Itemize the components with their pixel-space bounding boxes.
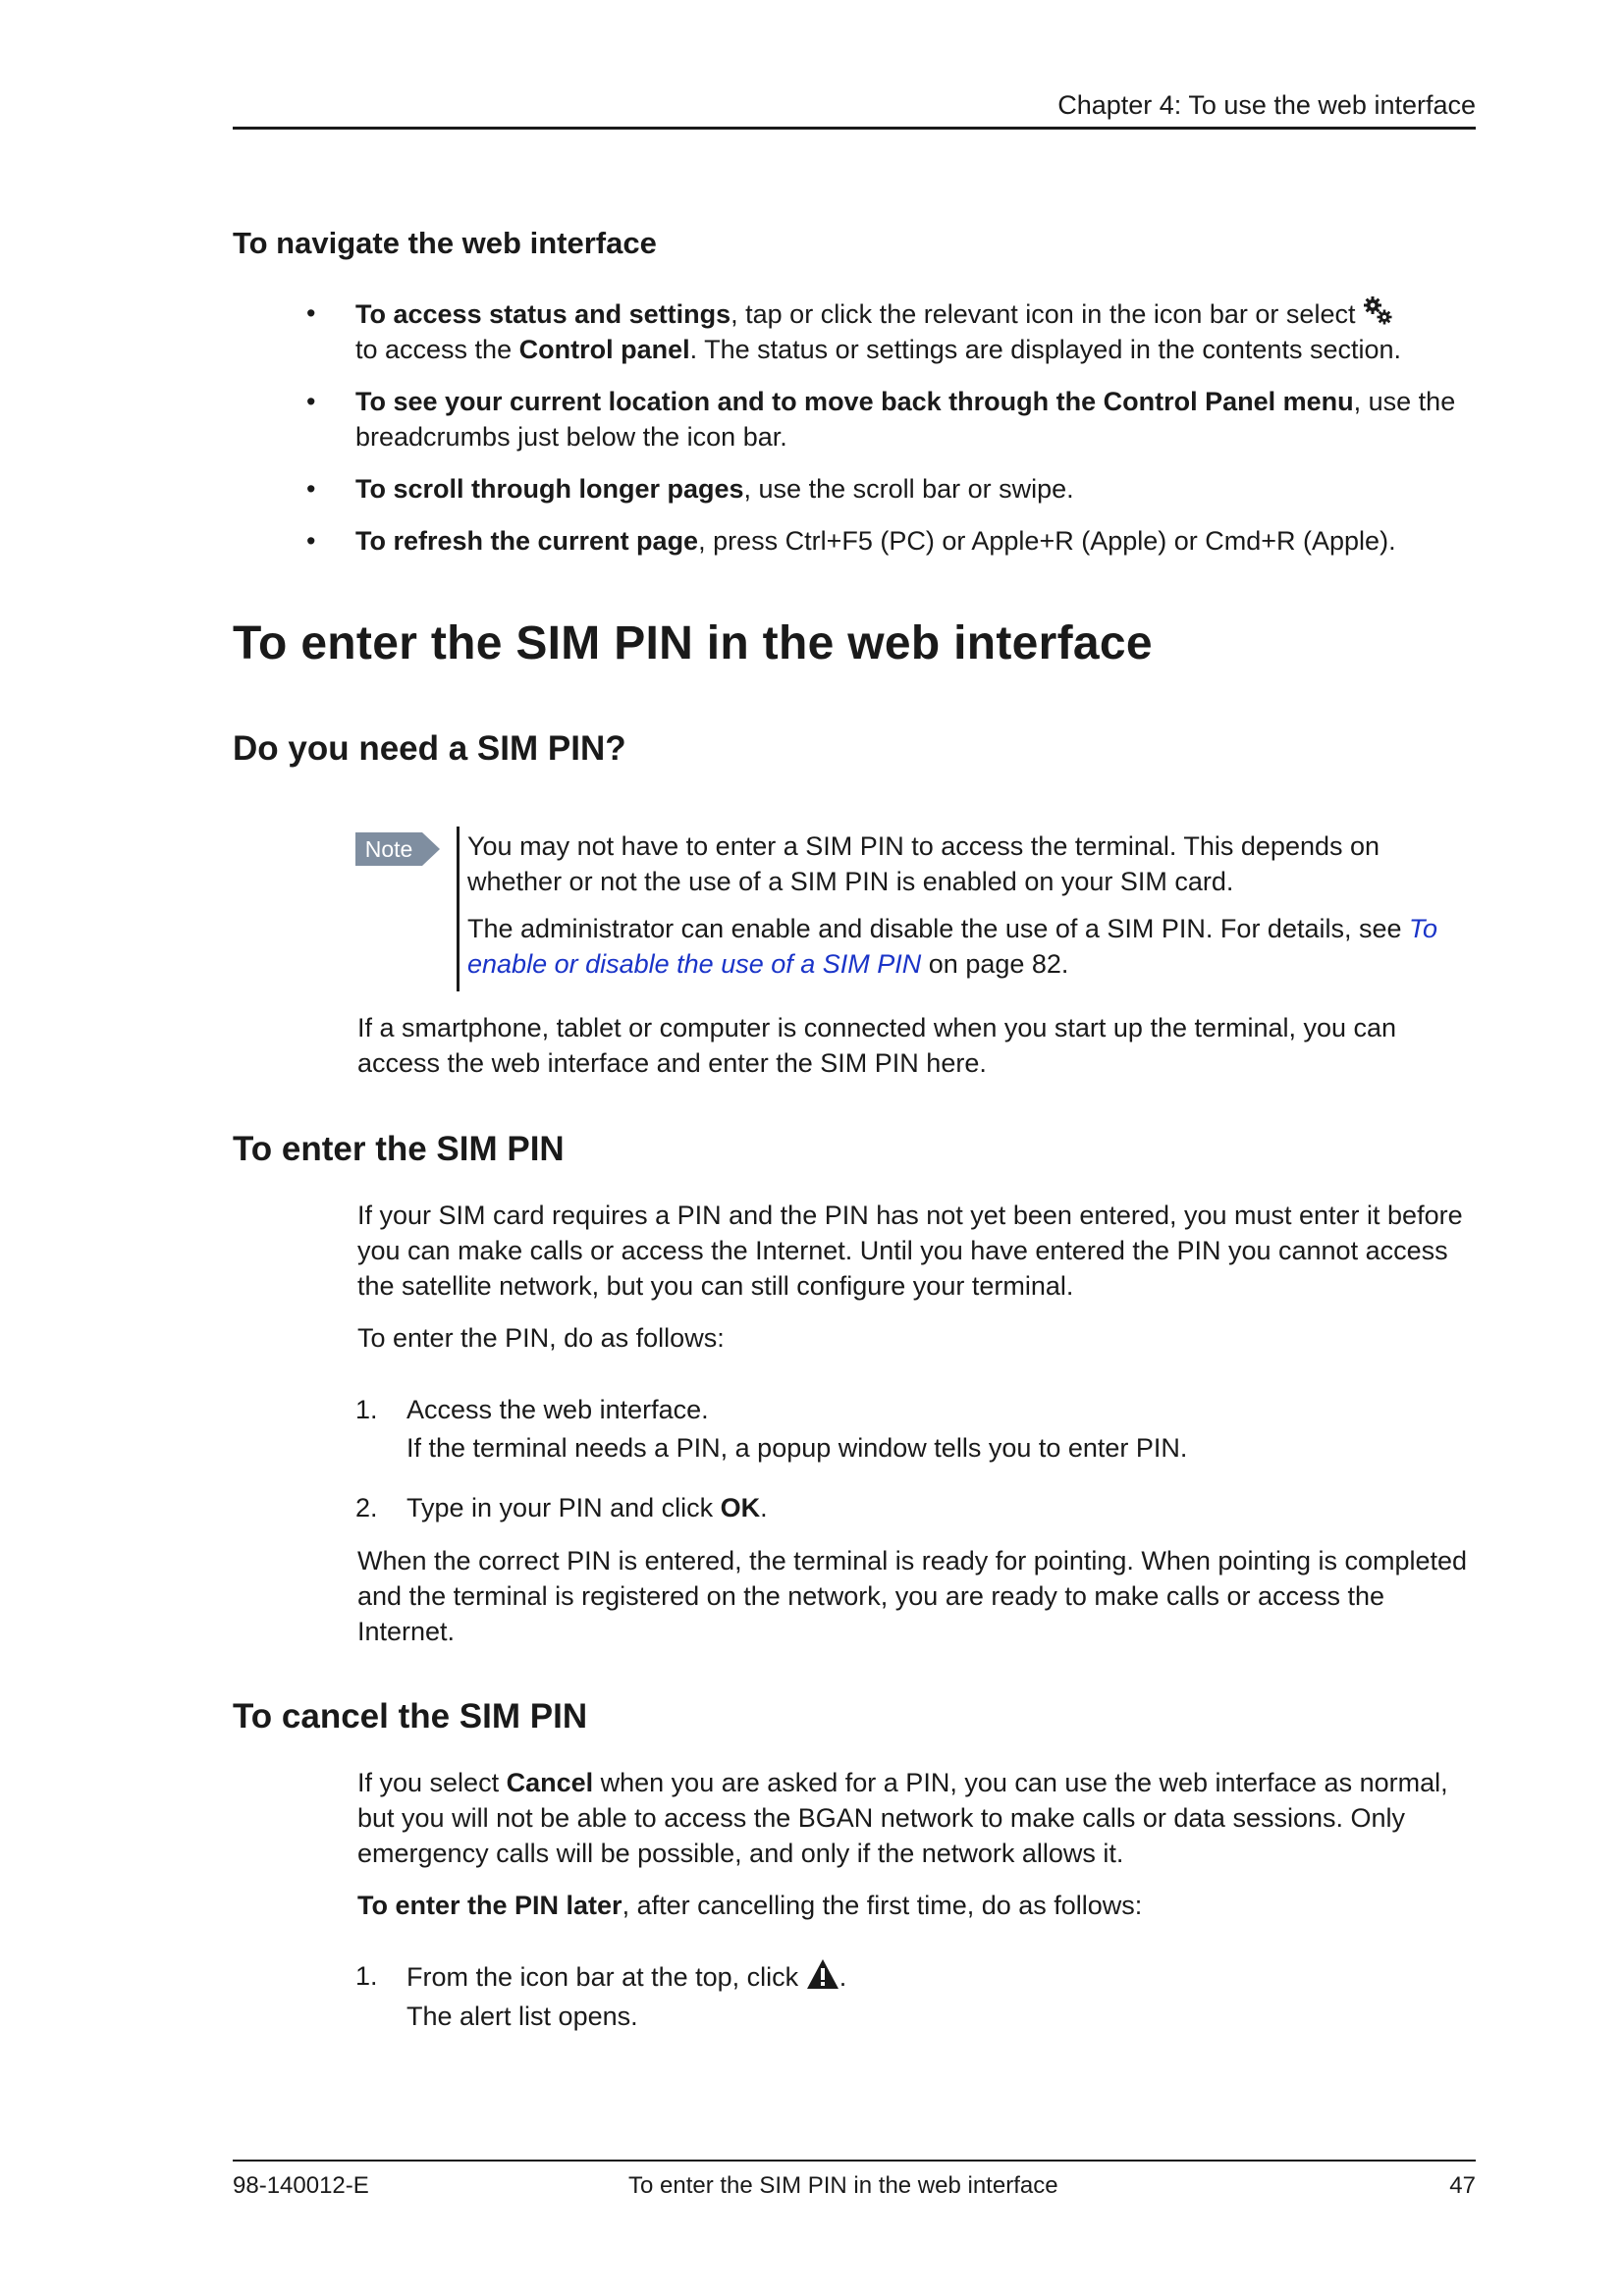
bullet-bold: To see your current location and to move back through the Control Panel menu [355,387,1354,416]
step-2-text-pre: Type in your PIN and click [406,1493,721,1522]
enter-pin-paragraph-2: To enter the PIN, do as follows: [357,1323,725,1353]
cancel-pin-heading: To cancel the SIM PIN [233,1697,588,1735]
bullet-dot: • [306,474,316,504]
step-number: 1. [355,1395,378,1424]
cancel-step-1-pre: From the icon bar at the top, click [406,1962,806,1992]
bullet-dot: • [306,387,316,416]
bullet-text: , press Ctrl+F5 (PC) or Apple+R (Apple) or Cmd+R (Apple). [698,526,1396,556]
need-pin-body: If a smartphone, tablet or computer is connected when you start up the terminal, you can access the web interface and enter the SIM PIN here. [357,1013,1397,1078]
footer-rule [233,2160,1476,2162]
enter-pin-later-text: , after cancelling the first time, do as follows: [622,1891,1143,1920]
footer-doc-number: 98-140012-E [233,2172,369,2199]
note-text: The administrator can enable and disable the use of a SIM PIN. For details, see [467,914,1410,943]
navigate-bullet-list [306,295,1480,575]
step-1-text: Access the web interface. [406,1395,709,1424]
navigate-heading: To navigate the web interface [233,226,657,260]
footer-page-number: 47 [1449,2172,1476,2199]
cancel-pin-paragraph-1 [357,1765,1479,1871]
list-item [306,523,1480,559]
note-paragraph-2 [467,911,1479,982]
bullet-text-line2-rest: . The status or settings are displayed in the contents section. [689,335,1402,364]
list-item [306,384,1480,454]
cancel-pin-paragraph-2 [357,1888,1479,1923]
settings-gear-icon [1363,295,1394,327]
cancel-text-post: when you are asked for a PIN, you can use the web interface as normal, but you will not be able to access the BGAN network to make calls or data sessions. Only emergency calls will be possible, and only if the network allows it. [357,1768,1448,1868]
bullet-text: , use the scroll bar or swipe. [743,474,1074,504]
bullet-bold-control-panel: Control panel [518,335,690,364]
enter-pin-paragraph-3: When the correct PIN is entered, the terminal is ready for pointing. When pointing is completed and the terminal is registered on the network, you are ready to make calls or access the Internet. [357,1546,1468,1646]
list-item [306,471,1480,507]
enter-pin-heading: To enter the SIM PIN [233,1130,565,1168]
footer-title: To enter the SIM PIN in the web interface [628,2172,1058,2199]
note-paragraph-1: You may not have to enter a SIM PIN to access the terminal. This depends on whether or not the use of a SIM PIN is enabled on your SIM card. [467,831,1380,896]
step-2-text [406,1490,1477,1525]
header-rule [233,127,1476,130]
bullet-bold: To scroll through longer pages [355,474,744,504]
alert-warning-icon [806,1958,839,1990]
cancel-text-pre: If you select [357,1768,507,1797]
note-badge-arrow [422,832,440,866]
cancel-step-1-subtext: The alert list opens. [406,2002,638,2031]
bullet-dot: • [306,526,316,556]
ok-label: OK [720,1493,761,1522]
step-1-subtext: If the terminal needs a PIN, a popup window tells you to enter PIN. [406,1433,1188,1463]
bullet-text-line2: to access the [355,335,519,364]
need-pin-heading: Do you need a SIM PIN? [233,729,626,768]
bullet-text: , use the breadcrumbs just below the icon bar. [355,387,1456,452]
note-badge: Note [355,832,422,866]
step-number: 1. [355,1961,378,1991]
enter-pin-later-label: To enter the PIN later [357,1891,622,1920]
step-2-text-post: . [760,1493,768,1522]
cancel-label: Cancel [506,1768,594,1797]
bullet-bold: To refresh the current page [355,526,699,556]
cancel-step-1-post: . [839,1962,847,1992]
bullet-text: , tap or click the relevant icon in the icon bar or select [730,299,1356,329]
bullet-bold: To access status and settings [355,299,731,329]
note-bar [457,827,460,991]
enter-pin-paragraph-1: If your SIM card requires a PIN and the PIN has not yet been entered, you must enter it before you can make calls or access the Internet. Until you have entered the PIN you cannot access the satellite network, but you can still configure your terminal. [357,1201,1463,1301]
note-text-page: on page 82. [921,949,1069,979]
running-header: Chapter 4: To use the web interface [1057,90,1476,120]
cancel-step-1-text [406,1958,1477,1995]
cross-reference-link[interactable]: To enable or disable the use of a SIM PIN [467,914,1438,979]
bullet-dot: • [306,298,316,328]
list-item [306,295,1480,367]
step-number: 2. [355,1493,378,1522]
main-heading: To enter the SIM PIN in the web interface [233,617,1153,669]
